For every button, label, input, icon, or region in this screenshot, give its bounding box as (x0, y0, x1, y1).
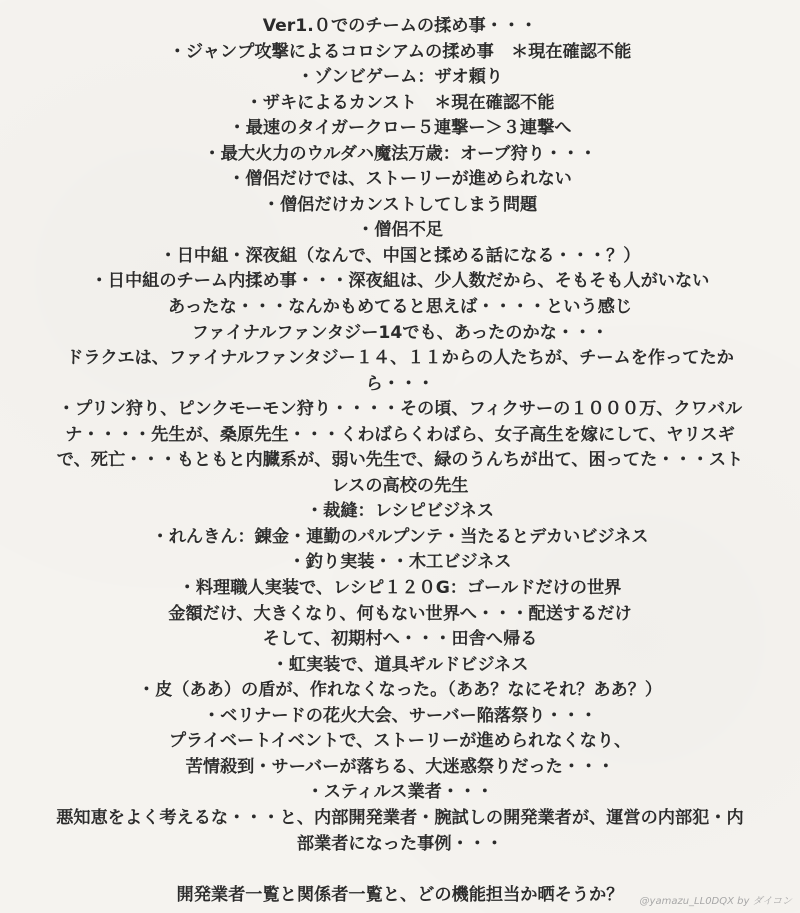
text-line: ・ザキによるカンスト ＊現在確認不能 (245, 92, 555, 113)
text-line: あったな・・・なんかもめてると思えば・・・・という感じ (168, 297, 632, 318)
text-line: 金額だけ、大きくなり、何もない世界へ・・・配送するだけ (168, 603, 632, 624)
text-line: ・僧侶だけでは、ストーリーが進められない (228, 169, 572, 190)
text-line: ・料理職人実装で、レシピ１２０G：ゴールドだけの世界 (178, 578, 622, 599)
credit-watermark: @yamazu_LL0DQX by ダイコン (639, 896, 792, 907)
text-line: ・プリン狩り、ピンクモーモン狩り・・・・その頃、フィクサーの１０００万、クワバル (57, 399, 743, 420)
text-line: ・ベリナードの花火大会、サーバー陥落祭り・・・ (202, 705, 598, 726)
text-line: ・虹実装で、道具ギルドビジネス (271, 654, 529, 675)
text-line: ・釣り実装・・木工ビジネス (288, 552, 512, 573)
text-line: ・僧侶不足 (357, 220, 443, 241)
text-line: で、死亡・・・もともと内臓系が、弱い先生で、緑のうんちが出て、困ってた・・・スト (56, 450, 744, 471)
text-line: ・スティルス業者・・・ (306, 782, 494, 803)
text-line: 苦情殺到・サーバーが落ちる、大迷惑祭りだった・・・ (185, 756, 615, 777)
text-line: レスの高校の先生 (331, 475, 469, 496)
text-line: ら・・・ (365, 373, 435, 394)
text-line: ・ジャンプ攻撃によるコロシアムの揉め事 ＊現在確認不能 (168, 41, 632, 62)
text-line: 悪知恵をよく考えるな・・・と、内部開発業者・腕試しの開発業者が、運営の内部犯・内 (56, 807, 744, 828)
text-line: プライベートイベントで、ストーリーが進められなくなり、 (168, 731, 632, 752)
text-line: ・日中組のチーム内揉め事・・・深夜組は、少人数だから、そもそも人がいない (90, 271, 710, 292)
text-line: ドラクエは、ファイナルファンタジー１４、１１からの人たちが、チームを作ってたか (66, 348, 734, 369)
blank-line (14, 857, 786, 883)
text-line: ・皮（ああ）の盾が、作れなくなった。（ああ？なにそれ？ああ？） (137, 680, 663, 701)
text-line: ・最速のタイガークロー５連撃ー＞３連撃へ (228, 118, 572, 139)
text-line: ナ・・・・先生が、桑原先生・・・くわばらくわばら、女子高生を嫁にして、ヤリスギ (65, 424, 735, 445)
text-line: ・裁縫：レシピビジネス (305, 501, 495, 522)
text-line: そして、初期村へ・・・田舎へ帰る (262, 629, 538, 650)
text-line: Ver1.０でのチームの揉め事・・・ (262, 16, 538, 36)
text-line: ファイナルファンタジー14でも、あったのかな・・・ (191, 322, 609, 343)
text-line: ・れんきん：錬金・連勤のパルプンテ・当たるとデカいビジネス (151, 526, 649, 547)
text-line: ・最大火力のウルダハ魔法万歳：オーブ狩り・・・ (203, 143, 597, 164)
text-line: 開発業者一覧と関係者一覧と、どの機能担当か晒そうか？ (176, 884, 624, 905)
document-text (14, 14, 786, 908)
text-line: ・ゾンビゲーム：ザオ頼り (297, 67, 503, 88)
text-line: 部業者になった事例・・・ (296, 833, 504, 854)
text-line: ・僧侶だけカンストしてしまう問題 (262, 194, 538, 215)
text-line: ・日中組・深夜組（なんで、中国と揉める話になる・・・？） (159, 245, 641, 266)
